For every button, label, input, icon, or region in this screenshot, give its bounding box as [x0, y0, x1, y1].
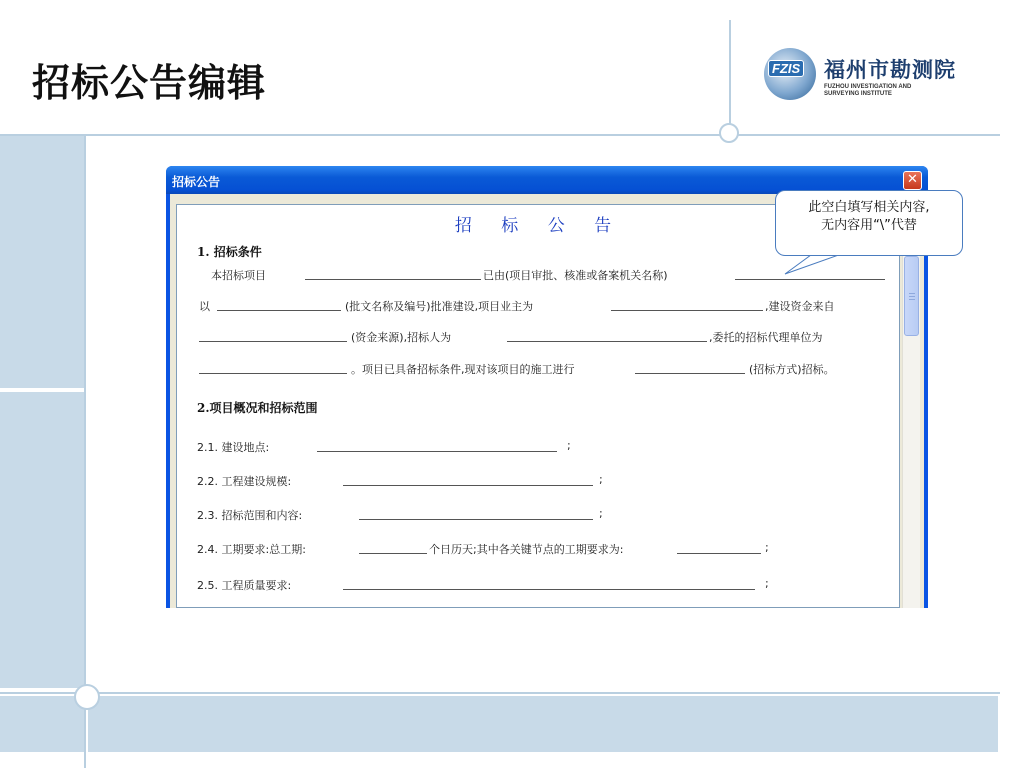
slide-title: 招标公告编辑 — [32, 61, 267, 105]
site-location-blank[interactable] — [317, 439, 557, 452]
form-text: 本招标项目 — [211, 269, 266, 282]
company-logo — [764, 44, 974, 114]
construction-scale-blank[interactable] — [343, 473, 593, 486]
callout-line: 无内容用“\”代替 — [821, 218, 917, 233]
section-heading: 1. 招标条件 — [197, 245, 262, 259]
grip-icon — [909, 293, 915, 294]
form-text: 个日历天;其中各关键节点的工期要求为: — [429, 543, 624, 556]
decor-circle — [74, 684, 100, 710]
dialog-title: 招标公告 — [172, 175, 221, 189]
logo-badge-icon — [764, 48, 816, 100]
document-title: 招 标 公 告 — [454, 216, 624, 236]
tender-scope-blank[interactable] — [359, 507, 593, 520]
form-text: ; — [567, 439, 571, 452]
logo-english-name — [824, 84, 911, 98]
tenderer-blank[interactable] — [507, 329, 707, 342]
form-text: 。项目已具备招标条件,现对该项目的施工进行 — [351, 363, 575, 376]
decor-band — [0, 136, 84, 388]
form-text: ,建设资金来自 — [765, 300, 835, 313]
approval-doc-blank[interactable] — [217, 298, 341, 311]
help-callout — [775, 190, 965, 256]
total-duration-blank[interactable] — [359, 541, 427, 554]
decor-band — [0, 392, 84, 688]
form-text: (批文名称及编号)批准建设,项目业主为 — [345, 300, 534, 313]
close-button[interactable]: ✕ — [903, 171, 922, 190]
decor-line — [729, 20, 731, 132]
form-text: ; — [765, 577, 769, 590]
form-text: (招标方式)招标。 — [749, 363, 835, 376]
project-owner-blank[interactable] — [611, 298, 763, 311]
logo-english-line: SURVEYING INSTITUTE — [824, 91, 892, 97]
form-item-label: 2.2. 工程建设规模: — [197, 475, 292, 488]
decor-line — [0, 134, 1000, 136]
decor-band — [88, 696, 998, 752]
form-text: ; — [599, 507, 603, 520]
form-text: 已由(项目审批、核准或备案机关名称) — [483, 269, 668, 282]
decor-band — [0, 696, 84, 752]
form-text: ; — [599, 473, 603, 486]
logo-badge-text: FZIS — [768, 60, 804, 77]
form-text: 以 — [199, 300, 210, 313]
decor-line — [84, 136, 86, 768]
form-item-label: 2.1. 建设地点: — [197, 441, 270, 454]
project-name-blank[interactable] — [305, 267, 481, 280]
milestone-duration-blank[interactable] — [677, 541, 761, 554]
fund-source-blank[interactable] — [199, 329, 347, 342]
quality-requirement-blank[interactable] — [343, 577, 755, 590]
decor-line — [0, 692, 1000, 694]
callout-text — [775, 199, 963, 235]
logo-english-line: FUZHOU INVESTIGATION AND — [824, 84, 912, 90]
tender-method-blank[interactable] — [635, 361, 745, 374]
form-text: (资金来源),招标人为 — [351, 331, 452, 344]
section-heading: 2.项目概况和招标范围 — [197, 401, 318, 415]
form-item-label: 2.3. 招标范围和内容: — [197, 509, 303, 522]
decor-circle — [719, 123, 739, 143]
form-item-label: 2.4. 工期要求:总工期: — [197, 543, 306, 556]
form-text: ; — [765, 541, 769, 554]
callout-line: 此空白填写相关内容, — [808, 200, 930, 215]
logo-name: 福州市勘测院 — [824, 58, 956, 82]
form-text: ,委托的招标代理单位为 — [709, 331, 823, 344]
form-item-label: 2.5. 工程质量要求: — [197, 579, 292, 592]
agency-blank[interactable] — [199, 361, 347, 374]
